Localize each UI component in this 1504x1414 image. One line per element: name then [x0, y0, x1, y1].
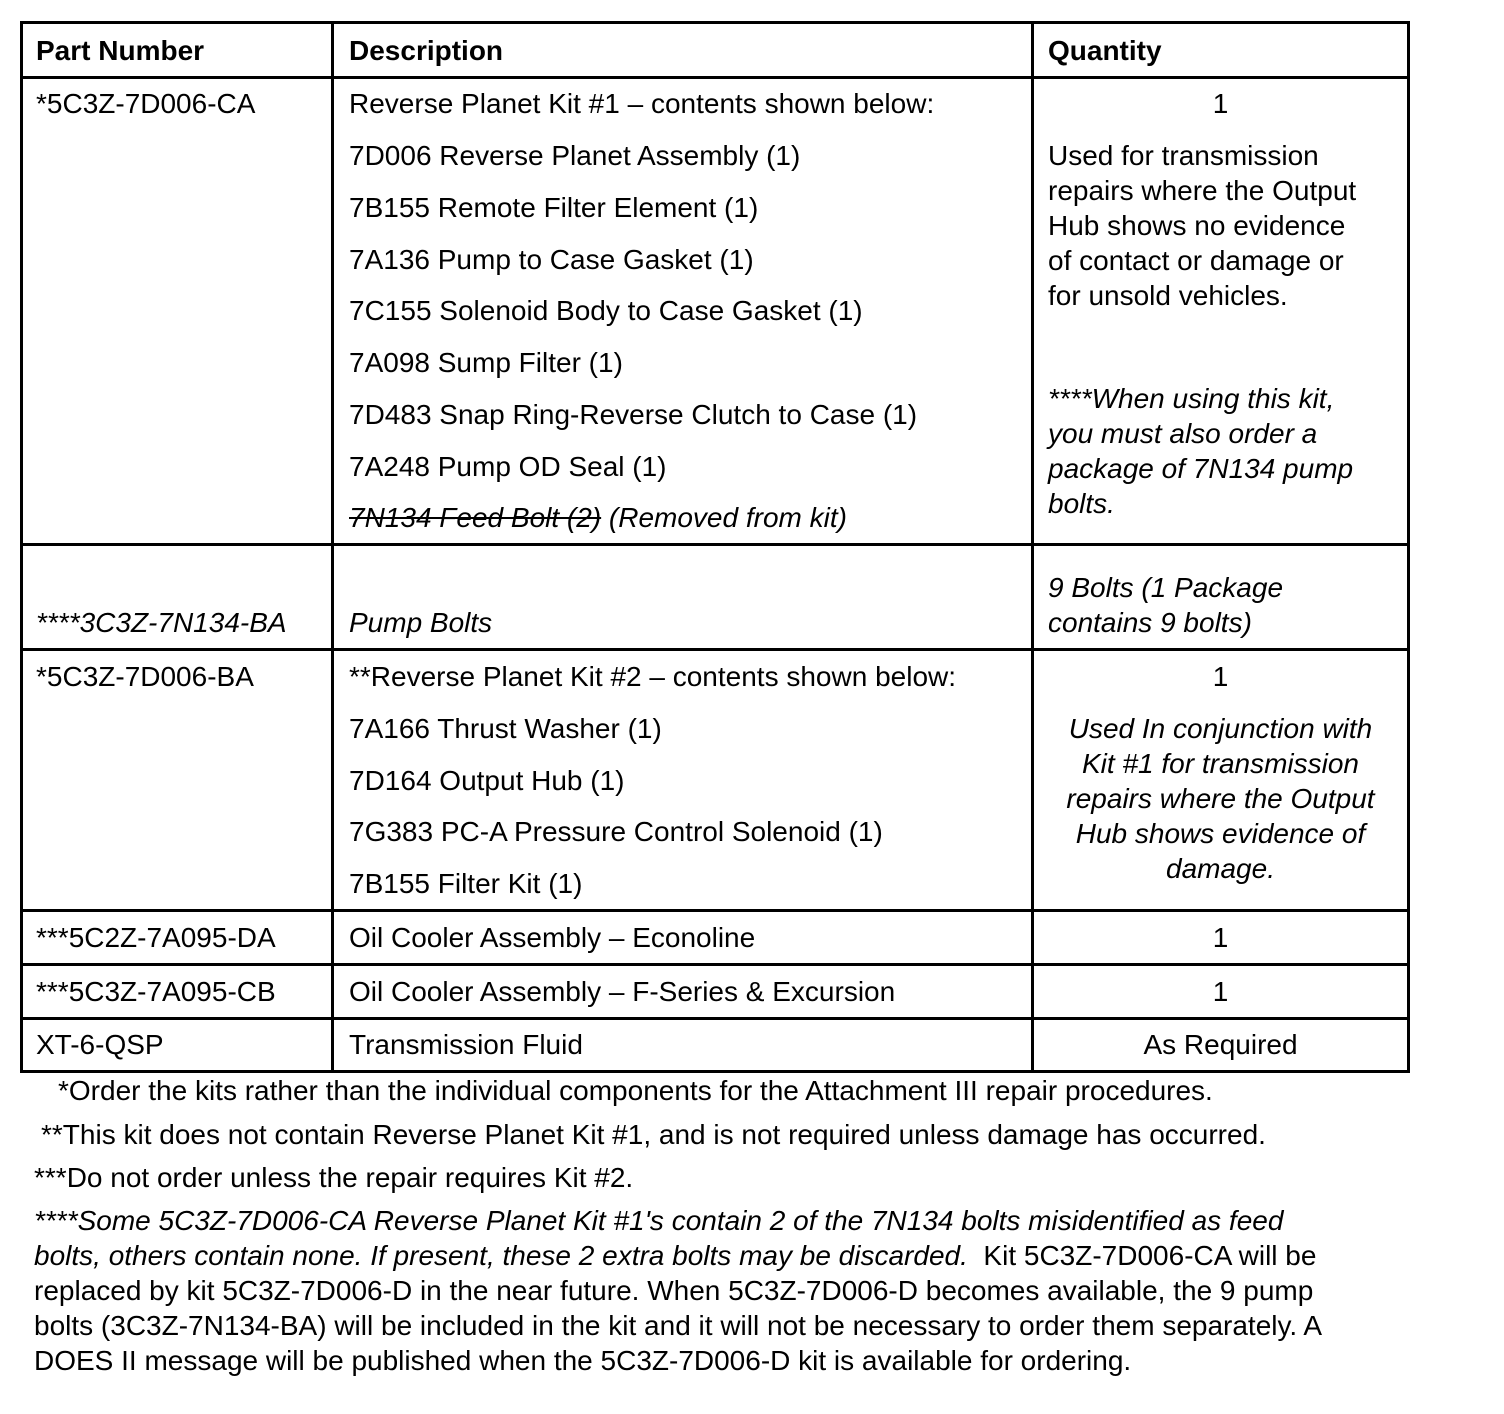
row-divider	[20, 963, 1410, 966]
footnote-2: **This kit does not contain Reverse Planet Kit #1, and is not required unless damage has occurred.	[41, 1119, 1266, 1150]
header-description: Description	[349, 35, 504, 66]
quantity-cell: As Required	[1143, 1029, 1298, 1060]
footnote-4-italic-part: bolts, others contain none. If present, these 2 extra bolts may be discarded.	[34, 1240, 968, 1271]
quantity-cell: 1	[1212, 88, 1229, 119]
description-line: 7B155 Remote Filter Element (1)	[349, 192, 759, 223]
description-line: 7B155 Filter Kit (1)	[349, 868, 583, 899]
quantity-note-line: repairs where the Output	[1048, 175, 1357, 206]
table-border-top	[20, 21, 1410, 24]
description-cell: Oil Cooler Assembly – F-Series & Excursion	[349, 976, 896, 1007]
description-line-removed	[349, 500, 847, 535]
quantity-cell: 1	[1212, 661, 1229, 692]
quantity-note-line: for unsold vehicles.	[1048, 280, 1288, 311]
row-divider	[20, 1017, 1410, 1020]
quantity-note-line: Used In conjunction with	[1068, 713, 1373, 744]
row-divider	[20, 543, 1410, 546]
quantity-note-line: damage.	[1166, 853, 1275, 884]
footnote-4-normal-part: Kit 5C3Z-7D006-CA will be	[967, 1240, 1317, 1271]
quantity-note-line: Used for transmission	[1048, 140, 1319, 171]
description-line: 7A166 Thrust Washer (1)	[349, 713, 662, 744]
footnote-1: *Order the kits rather than the individual components for the Attachment III repair procedures.	[58, 1075, 1213, 1106]
header-part-number: Part Number	[36, 35, 205, 66]
description-cell: Transmission Fluid	[349, 1029, 583, 1060]
struck-item: 7N134 Feed Bolt (2)	[349, 502, 602, 533]
description-line: **Reverse Planet Kit #2 – contents shown below:	[349, 661, 957, 692]
description-line: 7A136 Pump to Case Gasket (1)	[349, 244, 754, 275]
part-number-cell: *5C3Z-7D006-BA	[36, 661, 254, 692]
row-divider	[20, 76, 1410, 79]
quantity-cell: 1	[1212, 922, 1229, 953]
quantity-warning-line: package of 7N134 pump	[1048, 453, 1354, 484]
quantity-warning-line: ****When using this kit,	[1048, 383, 1335, 414]
table-border-left	[20, 21, 23, 1073]
footnote-3: ***Do not order unless the repair requires Kit #2.	[34, 1162, 634, 1193]
quantity-note-line: repairs where the Output	[1066, 783, 1375, 814]
footnote-4-line: replaced by kit 5C3Z-7D006-D in the near future. When 5C3Z-7D006-D becomes available, the 9 pump	[34, 1275, 1314, 1306]
quantity-note-line: of contact or damage or	[1048, 245, 1344, 276]
part-number-cell: ****3C3Z-7N134-BA	[36, 607, 287, 638]
row-divider	[20, 648, 1410, 651]
description-cell: Oil Cooler Assembly – Econoline	[349, 922, 756, 953]
footnote-4-line: DOES II message will be published when the 5C3Z-7D006-D kit is available for ordering.	[34, 1345, 1132, 1376]
part-number-cell: XT-6-QSP	[36, 1029, 164, 1060]
quantity-note-line: Hub shows evidence of	[1075, 818, 1366, 849]
column-divider-1	[331, 21, 334, 1073]
footnote-4-line	[34, 1238, 1316, 1273]
description-line: Reverse Planet Kit #1 – contents shown below:	[349, 88, 935, 119]
description-line: 7A248 Pump OD Seal (1)	[349, 451, 667, 482]
row-divider	[20, 909, 1410, 912]
quantity-warning-line: you must also order a	[1048, 418, 1318, 449]
column-divider-2	[1031, 21, 1034, 1073]
quantity-warning-line: bolts.	[1048, 488, 1115, 519]
quantity-cell: 1	[1212, 976, 1229, 1007]
description-line: 7A098 Sump Filter (1)	[349, 347, 623, 378]
footnote-4-line: bolts (3C3Z-7N134-BA) will be included in the kit and it will not be necessary to order them separately. A	[34, 1310, 1323, 1341]
description-cell: Pump Bolts	[349, 607, 493, 638]
removed-note: (Removed from kit)	[601, 502, 847, 533]
quantity-note-line: Kit #1 for transmission	[1082, 748, 1359, 779]
footnote-4-line: ****Some 5C3Z-7D006-CA Reverse Planet Kit #1's contain 2 of the 7N134 bolts misidentified as feed	[34, 1205, 1284, 1236]
part-number-cell: ***5C3Z-7A095-CB	[36, 976, 276, 1007]
table-border-right	[1407, 21, 1410, 1073]
description-line: 7C155 Solenoid Body to Case Gasket (1)	[349, 295, 863, 326]
part-number-cell: ***5C2Z-7A095-DA	[36, 922, 276, 953]
description-line: 7D164 Output Hub (1)	[349, 765, 625, 796]
header-quantity: Quantity	[1048, 35, 1162, 66]
part-number-cell: *5C3Z-7D006-CA	[36, 88, 256, 119]
description-line: 7G383 PC-A Pressure Control Solenoid (1)	[349, 816, 883, 847]
quantity-line: contains 9 bolts)	[1048, 607, 1252, 638]
description-line: 7D006 Reverse Planet Assembly (1)	[349, 140, 801, 171]
description-line: 7D483 Snap Ring-Reverse Clutch to Case (1)	[349, 399, 918, 430]
quantity-note-line: Hub shows no evidence	[1048, 210, 1346, 241]
quantity-line: 9 Bolts (1 Package	[1048, 572, 1284, 603]
